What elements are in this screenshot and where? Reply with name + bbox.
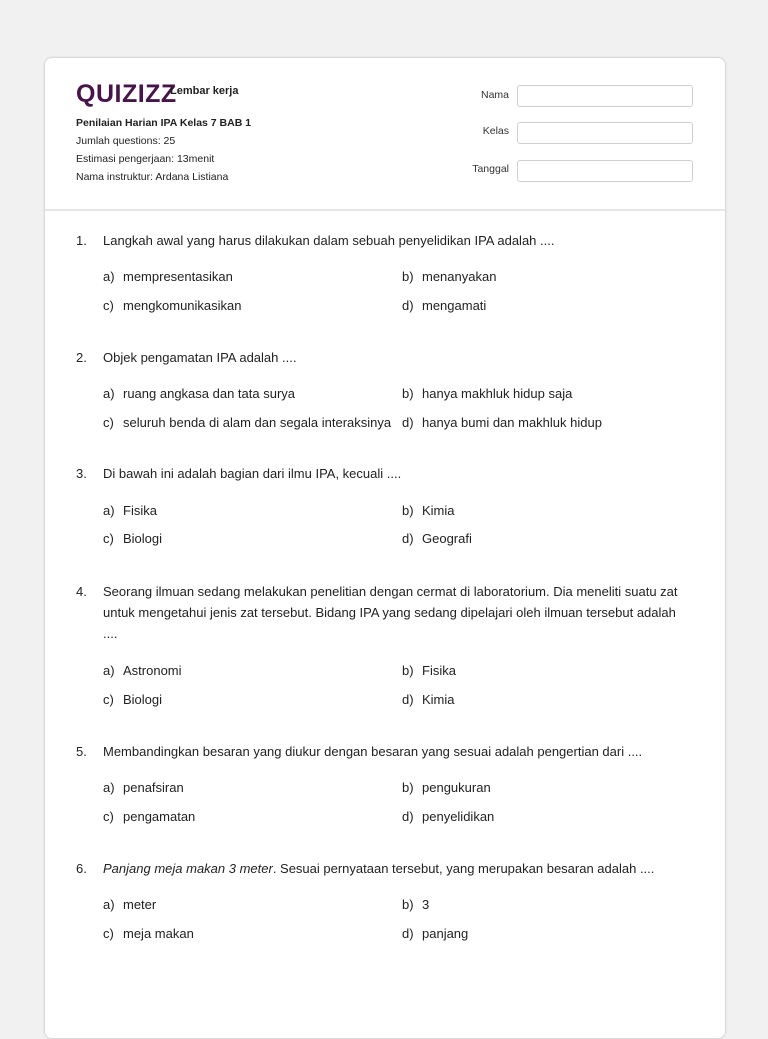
- time-estimate: Estimasi pengerjaan: 13menit: [76, 153, 215, 165]
- option-d: [402, 414, 602, 432]
- instructor-name: Nama instruktur: Ardana Listiana: [76, 171, 229, 183]
- option-b: [402, 779, 491, 797]
- option-letter: d): [402, 692, 414, 707]
- option-letter: a): [103, 269, 115, 284]
- option-text: Geografi: [422, 531, 472, 546]
- option-letter: d): [402, 415, 414, 430]
- option-letter: a): [103, 386, 115, 401]
- option-text: Biologi: [123, 531, 163, 546]
- question-text-rest: . Sesuai pernyataan tersebut, yang merupakan besaran adalah ....: [272, 861, 655, 876]
- option-text: 3: [422, 897, 430, 912]
- question-text: Membandingkan besaran yang diukur dengan besaran yang sesuai adalah pengertian dari ....: [103, 744, 643, 759]
- question-text: Objek pengamatan IPA adalah ....: [103, 350, 297, 365]
- question-number: 3.: [76, 466, 87, 481]
- class-label: Kelas: [482, 125, 509, 137]
- name-field[interactable]: [517, 85, 693, 107]
- option-letter: b): [402, 780, 414, 795]
- worksheet-page: [44, 57, 726, 1039]
- option-letter: d): [402, 926, 414, 941]
- worksheet-label: Lembar kerja: [170, 85, 239, 97]
- option-a: [103, 502, 157, 520]
- option-letter: b): [402, 897, 414, 912]
- option-text: menanyakan: [422, 269, 497, 284]
- option-a: [103, 779, 184, 797]
- option-text: mengkomunikasikan: [123, 298, 242, 313]
- option-letter: c): [103, 926, 114, 941]
- option-letter: d): [402, 809, 414, 824]
- option-letter: c): [103, 531, 114, 546]
- option-text: Kimia: [422, 692, 455, 707]
- option-d: [402, 808, 494, 826]
- option-text: meja makan: [123, 926, 194, 941]
- name-label: Nama: [480, 89, 509, 101]
- option-text: panjang: [422, 926, 469, 941]
- option-text: ruang angkasa dan tata surya: [123, 386, 296, 401]
- option-letter: b): [402, 269, 414, 284]
- option-a: [103, 662, 182, 680]
- option-d: [402, 530, 472, 548]
- option-text: hanya bumi dan makhluk hidup: [422, 415, 602, 430]
- option-d: [402, 297, 486, 315]
- question-emphasis: Panjang meja makan 3 meter: [103, 861, 273, 876]
- question-text: Seorang ilmuan sedang melakukan penelitian dengan cermat di laboratorium. Dia meneliti suatu zat untuk mengetahui jenis zat tersebut. Bidang IPA yang sedang dipelajari oleh ilmuan tersebut adalah ....: [103, 584, 678, 641]
- option-c: [103, 530, 162, 548]
- option-letter: c): [103, 298, 114, 313]
- option-letter: c): [103, 415, 114, 430]
- option-letter: a): [103, 897, 115, 912]
- option-text: penyelidikan: [422, 809, 495, 824]
- option-c: [103, 691, 162, 709]
- option-c: [103, 297, 242, 315]
- question-text: [103, 858, 693, 879]
- option-b: [402, 502, 455, 520]
- option-text: mempresentasikan: [123, 269, 233, 284]
- option-text: hanya makhluk hidup saja: [422, 386, 573, 401]
- question-4: [76, 581, 696, 647]
- option-b: [402, 385, 572, 403]
- option-text: Biologi: [123, 692, 163, 707]
- option-text: mengamati: [422, 298, 487, 313]
- date-field[interactable]: [517, 160, 693, 182]
- question-text: Di bawah ini adalah bagian dari ilmu IPA, kecuali ....: [103, 466, 402, 481]
- option-text: seluruh benda di alam dan segala interaksinya: [123, 415, 392, 430]
- option-text: Astronomi: [123, 663, 182, 678]
- option-letter: a): [103, 663, 115, 678]
- option-c: [103, 414, 391, 432]
- class-field[interactable]: [517, 122, 693, 144]
- option-a: [103, 268, 233, 286]
- option-b: [402, 268, 496, 286]
- worksheet-header: [45, 58, 725, 211]
- question-number: 1.: [76, 233, 87, 248]
- option-letter: d): [402, 298, 414, 313]
- option-letter: b): [402, 503, 414, 518]
- option-b: [402, 662, 456, 680]
- question-number: 5.: [76, 744, 87, 759]
- question-number: 4.: [76, 584, 87, 599]
- option-letter: c): [103, 809, 114, 824]
- option-text: Fisika: [422, 663, 456, 678]
- option-d: [402, 925, 468, 943]
- option-c: [103, 808, 195, 826]
- option-letter: c): [103, 692, 114, 707]
- option-text: Kimia: [422, 503, 455, 518]
- option-a: [103, 385, 295, 403]
- option-letter: a): [103, 503, 115, 518]
- option-c: [103, 925, 194, 943]
- option-letter: b): [402, 663, 414, 678]
- option-letter: d): [402, 531, 414, 546]
- date-label: Tanggal: [472, 163, 509, 175]
- option-text: Fisika: [123, 503, 157, 518]
- question-number: 2.: [76, 350, 87, 365]
- option-b: [402, 896, 429, 914]
- option-letter: a): [103, 780, 115, 795]
- option-text: pengukuran: [422, 780, 491, 795]
- question-text: Langkah awal yang harus dilakukan dalam sebuah penyelidikan IPA adalah ....: [103, 233, 555, 248]
- option-a: [103, 896, 156, 914]
- quiz-title: Penilaian Harian IPA Kelas 7 BAB 1: [76, 117, 252, 129]
- option-text: pengamatan: [123, 809, 196, 824]
- question-count: Jumlah questions: 25: [76, 135, 176, 147]
- quizizz-logo: QUIZIZZ: [76, 80, 177, 108]
- question-number: 6.: [76, 861, 87, 876]
- option-letter: b): [402, 386, 414, 401]
- option-text: meter: [123, 897, 157, 912]
- option-text: penafsiran: [123, 780, 184, 795]
- option-d: [402, 691, 455, 709]
